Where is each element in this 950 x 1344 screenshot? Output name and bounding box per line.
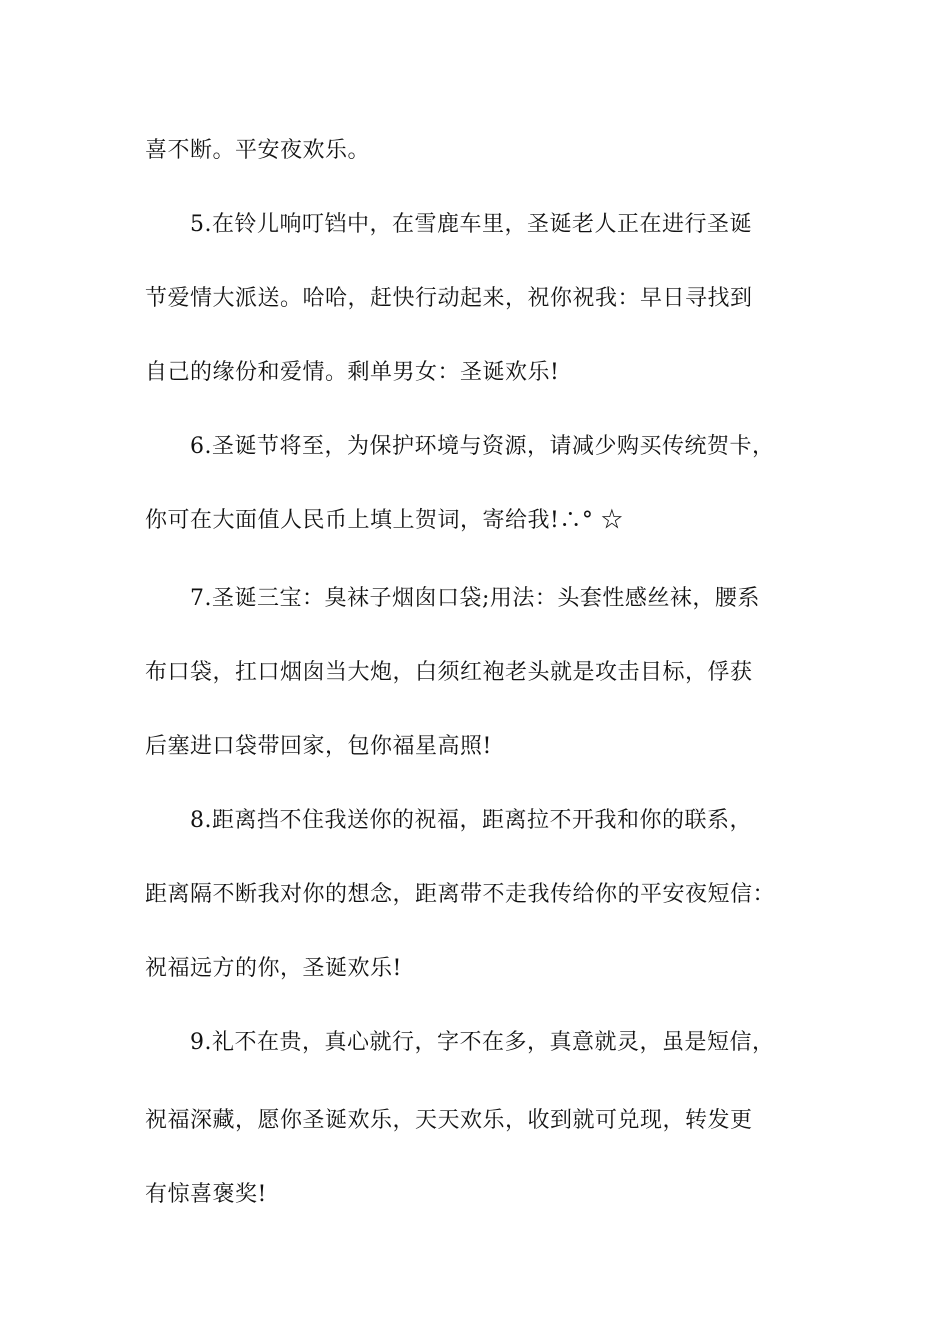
- text-line: 祝福深藏，愿你圣诞欢乐，天天欢乐，收到就可兑现，转发更: [145, 1108, 753, 1133]
- text-line: 喜不断。平安夜欢乐。: [145, 138, 371, 163]
- text-line: 后塞进口袋带回家，包你福星高照!: [145, 734, 492, 759]
- text-line: 7.圣诞三宝：臭袜子烟囱口袋;用法：头套性感丝袜，腰系: [190, 586, 760, 611]
- text-line: 你可在大面值人民币上填上贺词，寄给我!∴° ☆: [145, 508, 624, 533]
- text-line: 自己的缘份和爱情。剩单男女：圣诞欢乐!: [145, 360, 560, 385]
- text-line: 有惊喜褒奖!: [145, 1182, 267, 1207]
- text-line: 8.距离挡不住我送你的祝福，距离拉不开我和你的联系，: [190, 808, 752, 833]
- text-line: 6.圣诞节将至，为保护环境与资源，请减少购买传统贺卡，: [190, 434, 775, 459]
- text-line: 9.礼不在贵，真心就行，字不在多，真意就灵，虽是短信，: [190, 1030, 775, 1055]
- text-line: 节爱情大派送。哈哈，赶快行动起来，祝你祝我：早日寻找到: [145, 286, 753, 311]
- text-line: 布口袋，扛口烟囱当大炮，白须红袍老头就是攻击目标，俘获: [145, 660, 753, 685]
- text-line: 距离隔不断我对你的想念，距离带不走我传给你的平安夜短信：: [145, 882, 776, 907]
- text-line: 5.在铃儿响叮铛中，在雪鹿车里，圣诞老人正在进行圣诞: [190, 212, 752, 237]
- text-line: 祝福远方的你，圣诞欢乐!: [145, 956, 402, 981]
